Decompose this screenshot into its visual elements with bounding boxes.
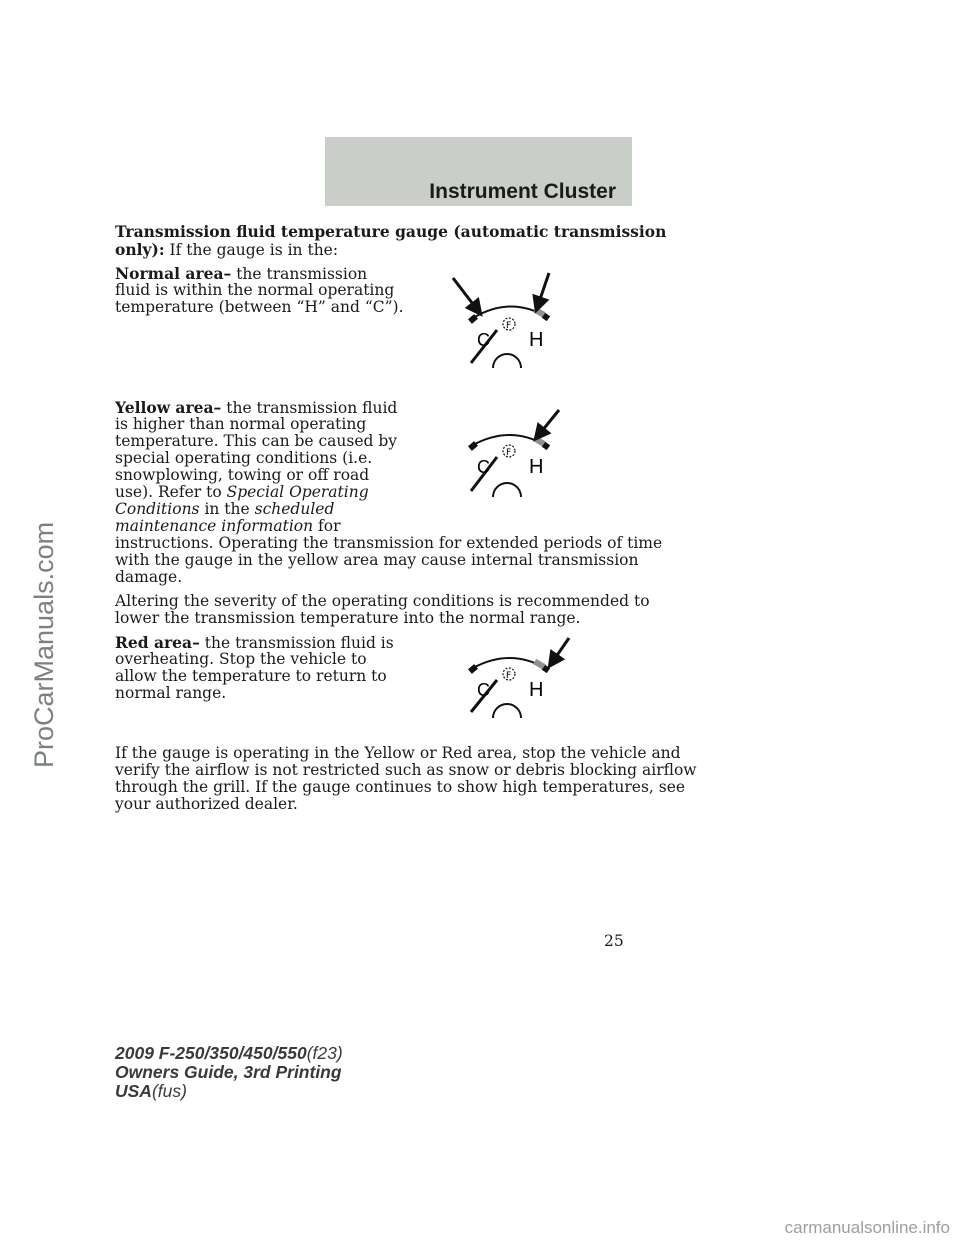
- closing-paragraph: If the gauge is operating in the Yellow or Red area, stop the vehicle and: [115, 744, 681, 762]
- yellow-area-line: maintenance information for: [115, 517, 341, 535]
- yellow-area-line: special operating conditions (i.e.: [115, 449, 373, 467]
- gauge-hot-label: H: [529, 329, 544, 351]
- gauge-hot-label: H: [529, 679, 544, 701]
- gauge-cold-label: C: [477, 680, 490, 700]
- red-area-line: overheating. Stop the vehicle to: [115, 650, 367, 668]
- intro-heading: Transmission fluid temperature gauge (automatic transmission: [115, 222, 667, 241]
- gauge-cold-label: C: [477, 330, 490, 350]
- gauge-hot-label: H: [529, 456, 544, 478]
- altering-paragraph-line: lower the transmission temperature into the normal range.: [115, 609, 581, 627]
- red-area-line: allow the temperature to return to: [115, 667, 387, 685]
- yellow-area-line: damage.: [115, 568, 183, 586]
- gauge-cold-label: C: [477, 457, 490, 477]
- yellow-area-line: is higher than normal operating: [115, 415, 367, 433]
- yellow-area-line: temperature. This can be caused by: [115, 432, 398, 450]
- yellow-area-line: use). Refer to Special Operating: [115, 483, 369, 501]
- yellow-area-line: Conditions in the scheduled: [115, 500, 335, 518]
- closing-paragraph-line: your authorized dealer.: [115, 795, 298, 813]
- gauge-yellow-illustration: [445, 405, 585, 505]
- page-number: 25: [604, 932, 624, 950]
- gauge-icon: F: [506, 321, 512, 331]
- gauge-red-illustration: [445, 630, 585, 725]
- section-title: Instrument Cluster: [429, 180, 616, 203]
- altering-paragraph: Altering the severity of the operating conditions is recommended to: [115, 592, 650, 610]
- side-watermark: ProCarManuals.com: [29, 521, 59, 768]
- normal-area-line: fluid is within the normal operating: [115, 281, 395, 299]
- bottom-watermark: carmanualsonline.info: [784, 1218, 950, 1237]
- gauge-icon: F: [506, 448, 512, 458]
- normal-area-text: Normal area– the transmission: [115, 264, 368, 283]
- document-footer: 2009 F-250/350/450/550(f23) Owners Guide, 3rd Printing USA(fus): [115, 1043, 343, 1101]
- intro-heading-line2: only): If the gauge is in the:: [115, 240, 339, 259]
- yellow-area-line: instructions. Operating the transmission for extended periods of time: [115, 534, 663, 552]
- red-area-text: Red area– the transmission fluid is: [115, 633, 394, 652]
- normal-area-line: temperature (between “H” and “C”).: [115, 298, 404, 316]
- closing-paragraph-line: verify the airflow is not restricted such as snow or debris blocking airflow: [115, 761, 697, 779]
- red-area-line: normal range.: [115, 684, 227, 702]
- yellow-area-line: snowplowing, towing or off road: [115, 466, 370, 484]
- gauge-icon: F: [506, 671, 512, 681]
- gauge-normal-illustration: [445, 268, 585, 378]
- yellow-area-line: with the gauge in the yellow area may cause internal transmission: [115, 551, 639, 569]
- yellow-area-text: Yellow area– the transmission fluid: [115, 398, 398, 417]
- closing-paragraph-line: through the grill. If the gauge continues to show high temperatures, see: [115, 778, 686, 796]
